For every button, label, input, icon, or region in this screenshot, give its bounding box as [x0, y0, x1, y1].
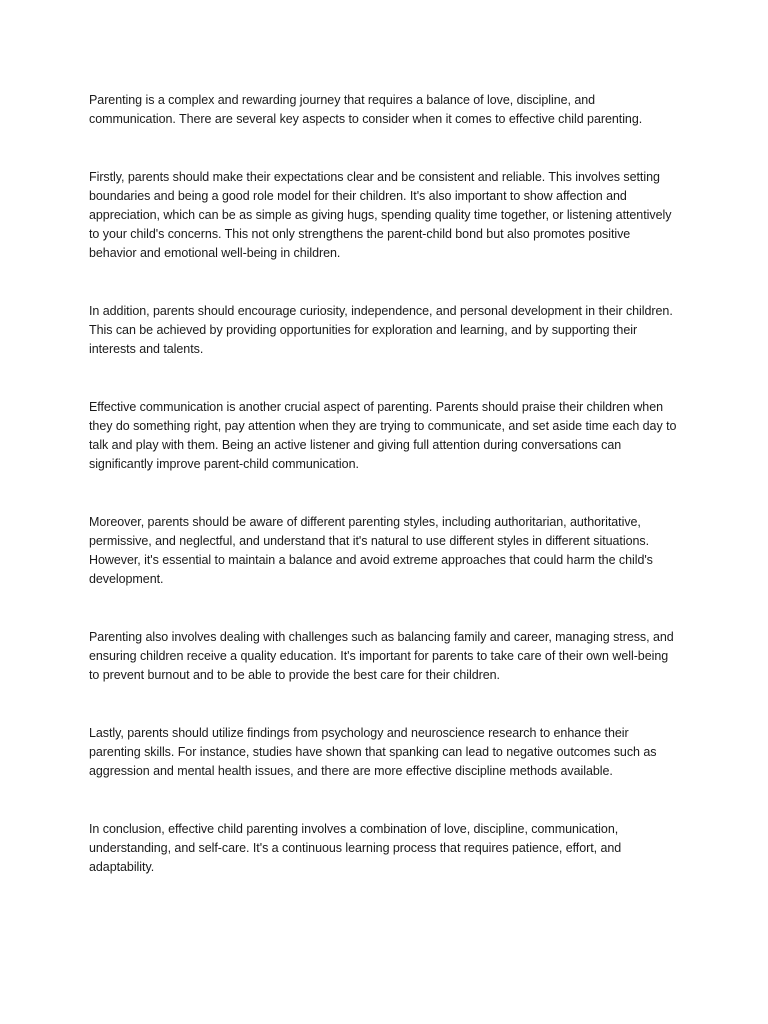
paragraph-parenting-styles: Moreover, parents should be aware of different parenting styles, including authoritarian, authoritative, permissive, and neglectful, and understand that it's natural to use different styles in different situations. However, it's essential to maintain a balance and avoid extreme approaches that could harm the child's development. [89, 515, 653, 586]
paragraph-curiosity: In addition, parents should encourage curiosity, independence, and personal development in their children. This can be achieved by providing opportunities for exploration and learning, and by supporting their interests and talents. [89, 304, 673, 356]
document-body [89, 91, 681, 877]
paragraph-challenges: Parenting also involves dealing with challenges such as balancing family and career, managing stress, and ensuring children receive a quality education. It's important for parents to take care of their own well-being to prevent burnout and to be able to provide the best care for their children. [89, 630, 674, 682]
paragraph-expectations: Firstly, parents should make their expectations clear and be consistent and reliable. This involves setting boundaries and being a good role model for their children. It's also important to show affection and appreciation, which can be as simple as giving hugs, spending quality time together, or listening attentively to your child's concerns. This not only strengthens the parent-child bond but also promotes positive behavior and emotional well-being in children. [89, 170, 672, 260]
paragraph-communication: Effective communication is another crucial aspect of parenting. Parents should praise their children when they do something right, pay attention when they are trying to communicate, and set aside time each day to talk and play with them. Being an active listener and giving full attention during conversations can significantly improve parent-child communication. [89, 400, 677, 471]
paragraph-conclusion: In conclusion, effective child parenting involves a combination of love, discipline, communication, understanding, and self-care. It's a continuous learning process that requires patience, effort, and adaptability. [89, 822, 622, 874]
paragraph-intro: Parenting is a complex and rewarding journey that requires a balance of love, discipline, and communication. There are several key aspects to consider when it comes to effective child parenting. [89, 93, 643, 126]
paragraph-research: Lastly, parents should utilize findings from psychology and neuroscience research to enhance their parenting skills. For instance, studies have shown that spanking can lead to negative outcomes such as aggression and mental health issues, and there are more effective discipline methods available. [89, 726, 657, 778]
